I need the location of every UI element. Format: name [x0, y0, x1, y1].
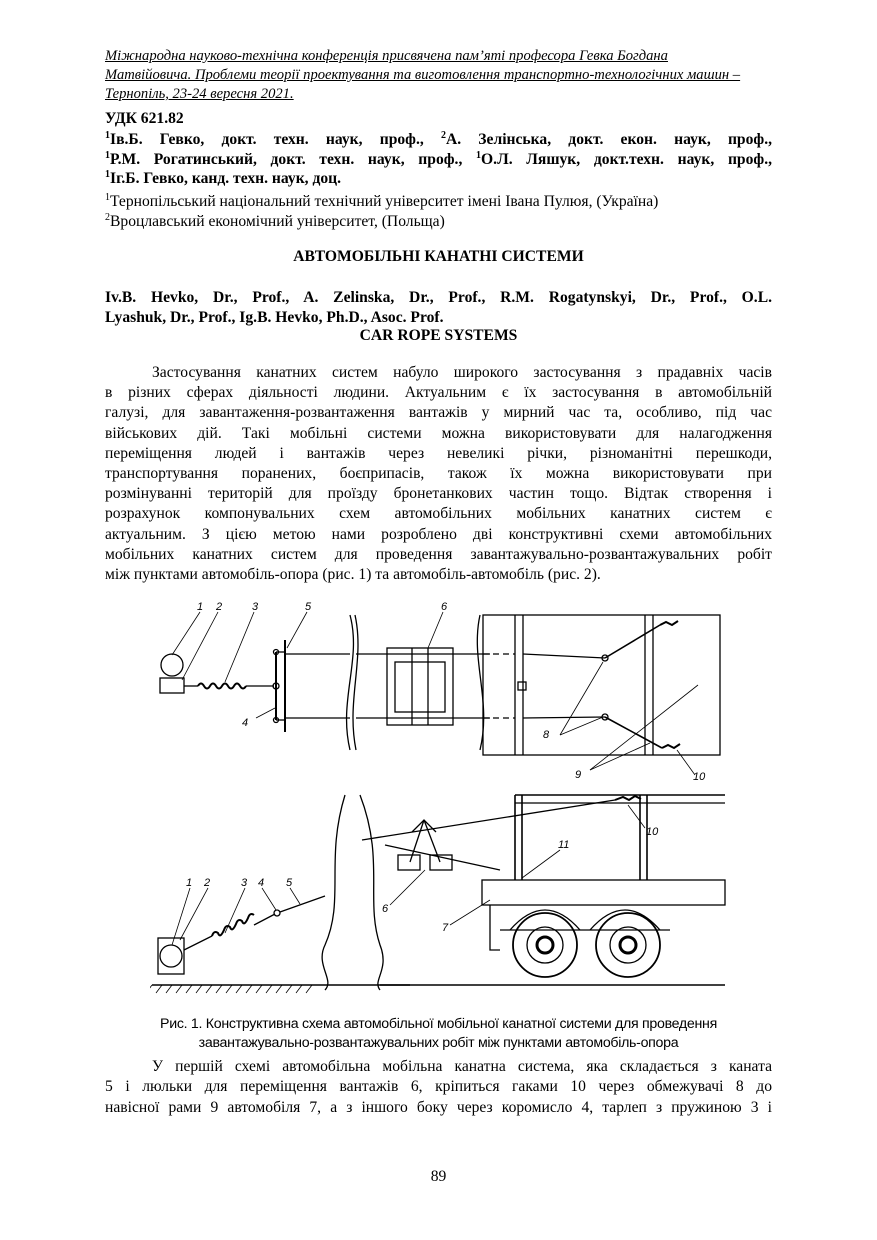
- figure-label: 8: [543, 729, 550, 741]
- winch-drum-top: [161, 654, 183, 676]
- affiliation-mark: 1: [105, 130, 110, 141]
- udk-code: УДК 621.82: [105, 110, 184, 127]
- wheel-rim: [610, 927, 646, 963]
- chassis-line: [490, 905, 500, 950]
- mounting-frame-arm: [605, 625, 660, 658]
- winch-drum-side: [160, 945, 182, 967]
- paragraph-2: [105, 1057, 772, 1118]
- leader-line: [172, 612, 200, 655]
- text-line: 5 і люльки для переміщення вантажів 6, кріпиться гаками 10 через обмежувачі 8 до: [105, 1078, 772, 1096]
- caption-line: Рис. 1. Конструктивна схема автомобільної мобільної канатної системи для проведення: [160, 1016, 717, 1032]
- text-line: навісної рами 9 автомобіля 7, а з іншого боку через коромисло 4, тарлеп з пружиною 3 і: [105, 1098, 772, 1116]
- authors-ua: [105, 130, 772, 189]
- figure-label: 3: [252, 601, 259, 613]
- figure-label: 1: [186, 877, 193, 889]
- authors-en: [105, 288, 772, 327]
- leader-line: [428, 612, 443, 648]
- cradle-box: [398, 855, 420, 870]
- page-number: 89: [430, 1168, 447, 1185]
- river-bank-side: [360, 795, 383, 990]
- authors-line: [105, 169, 772, 189]
- leader-line: [290, 888, 300, 904]
- text-line: між пунктами автомобіль-опора (рис. 1) та автомобіль-автомобіль (рис. 2).: [105, 566, 601, 584]
- affiliation-mark: 1: [105, 169, 110, 180]
- rope-system-schematic: [150, 600, 730, 1010]
- figure-label: 4: [258, 877, 265, 889]
- leader-line: [390, 870, 425, 905]
- text-line: переміщення людей і вантажів через невеликі річки, різноманітні перешкоди,: [105, 444, 772, 462]
- center-mark: [518, 682, 526, 690]
- author-name: А. Зелінська, докт. екон. наук, проф.,: [445, 131, 772, 148]
- figure-label: 2: [216, 601, 223, 613]
- caption-line: завантажувально-розвантажувальних робіт між пунктами автомобіль-опора: [198, 1035, 679, 1051]
- leader-line: [590, 743, 650, 770]
- rope-top-view: [523, 717, 605, 718]
- header-line: Матвійовича. Проблеми теорії проектування та виготовлення транспортно-технологічних машин –: [105, 67, 741, 83]
- wheel-hub: [537, 937, 553, 953]
- paragraph-1: [105, 363, 772, 585]
- rocker-side: [274, 910, 280, 916]
- affiliation-line: [105, 212, 658, 232]
- hook-side: [615, 796, 641, 800]
- figure-label: 5: [286, 877, 293, 889]
- winch-base-side: [158, 938, 184, 974]
- leader-line: [560, 662, 603, 735]
- authors-line: [105, 150, 772, 170]
- leader-line: [172, 888, 190, 945]
- rope-side: [254, 914, 275, 925]
- figure-label: 10: [693, 771, 706, 783]
- figure-caption: [105, 1015, 772, 1053]
- rope-side: [280, 896, 325, 912]
- text-line: транспортування поранених, боєприпасів, також їх можна використовувати при: [105, 465, 772, 483]
- rope-main-side: [362, 800, 615, 840]
- rope-side: [184, 936, 212, 950]
- authors-en-line: Iv.B. Hevko, Dr., Prof., A. Zelinska, Dr., Prof., R.M. Rogatynskyi, Dr., Prof., O.L.: [105, 289, 772, 306]
- truck-wheel: [513, 913, 577, 977]
- conference-header: [105, 47, 772, 104]
- title-ukrainian: АВТОМОБІЛЬНІ КАНАТНІ СИСТЕМИ: [293, 248, 584, 265]
- leader-line: [225, 612, 254, 682]
- spring-side: [212, 914, 254, 936]
- figure-label: 3: [241, 877, 248, 889]
- affiliation-mark: 1: [476, 149, 482, 161]
- winch-base-top: [160, 678, 184, 693]
- leader-line: [522, 850, 560, 878]
- leader-line: [450, 900, 490, 925]
- figure-label: 2: [204, 877, 211, 889]
- figure-label: 6: [441, 601, 448, 613]
- figure-label: 6: [382, 903, 389, 915]
- spring-top: [198, 684, 246, 689]
- text-line: галузі, для завантаження-розвантаження вантажів у мирний час та, особливо, під час: [105, 404, 772, 422]
- cradle-frame: [395, 662, 445, 712]
- author-name: Р.М. Рогатинський, докт. техн. наук, проф.,: [110, 150, 477, 168]
- text-line: розрахунок компонувальних схем автомобільних мобільних канатних систем є: [105, 505, 772, 523]
- text-line: мобільних канатних систем для проведення завантажувально-розвантажувальних робіт: [105, 545, 772, 563]
- header-line: Тернопіль, 23-24 вересня 2021.: [105, 86, 294, 102]
- affiliation-mark: 2: [440, 130, 446, 141]
- affiliation-text: Вроцлавський економічний університет, (Польща): [110, 213, 445, 230]
- affiliation-mark: 1: [105, 149, 110, 161]
- affiliation-mark: 2: [105, 212, 110, 223]
- text-line: У першій схемі автомобільна мобільна канатна система, яка складається з каната: [152, 1058, 772, 1075]
- text-line: в різних сферах діяльності людини. Актуальним є їх застосування в автомобільній: [105, 384, 772, 402]
- title-english: CAR ROPE SYSTEMS: [359, 327, 518, 344]
- leader-line: [560, 717, 603, 735]
- figure-label: 9: [575, 769, 582, 781]
- header-line: Міжнародна науково-технічна конференція присвячена пам’яті професора Гевка Богдана: [105, 48, 668, 64]
- affiliation-text: Тернопільський національний технічний університет імені Івана Пулюя, (Україна): [110, 193, 659, 210]
- author-name: Ів.Б. Гевко, докт. техн. наук, проф.,: [110, 131, 441, 148]
- figure-label: 5: [305, 601, 312, 613]
- cradle-top: [387, 648, 453, 725]
- wheel-rim: [527, 927, 563, 963]
- figure-label: 7: [442, 922, 449, 934]
- figure-label: 10: [646, 826, 659, 838]
- truck-wheel: [596, 913, 660, 977]
- leader-line: [182, 612, 218, 680]
- figure-label: 4: [242, 717, 249, 729]
- figure-label: 1: [197, 601, 204, 613]
- leader-line: [180, 888, 208, 940]
- text-line: військових дій. Такі мобільні системи можна використовувати для налагодження: [105, 424, 772, 442]
- hook: [662, 744, 680, 748]
- text-line: розмінуванні територій для проїзду бронетанкових частин тощо. Відтак створення і: [105, 485, 772, 503]
- hook: [660, 621, 678, 625]
- authors-en-line: Lyashuk, Dr., Prof., Ig.B. Hevko, Ph.D., Asoc. Prof.: [105, 308, 444, 326]
- ground-hatch: [150, 985, 312, 993]
- affiliations: [105, 192, 658, 232]
- leader-line: [262, 888, 276, 910]
- affiliation-mark: 1: [105, 192, 110, 203]
- leader-line: [628, 805, 645, 828]
- text-line: актуальним. З цією метою нами розроблено дві конструктивні схеми автомобільних: [105, 525, 772, 543]
- rope-top-view: [523, 654, 605, 658]
- rope-lower-side: [385, 845, 500, 870]
- figure-label: 11: [558, 839, 570, 851]
- river-bank-side: [322, 795, 345, 990]
- river-bank: [347, 615, 354, 750]
- affiliation-line: [105, 192, 658, 212]
- wheel-hub: [620, 937, 636, 953]
- authors-line: [105, 130, 772, 150]
- leader-line: [256, 708, 275, 718]
- truck-platform: [482, 880, 725, 905]
- author-name: О.Л. Ляшук, докт.техн. наук, проф.,: [481, 150, 772, 168]
- author-name: Іг.Б. Гевко, канд. техн. наук, доц.: [110, 170, 342, 187]
- text-line: Застосування канатних систем набуло широкого застосування з прадавніх часів: [152, 364, 772, 381]
- leader-line: [287, 612, 307, 648]
